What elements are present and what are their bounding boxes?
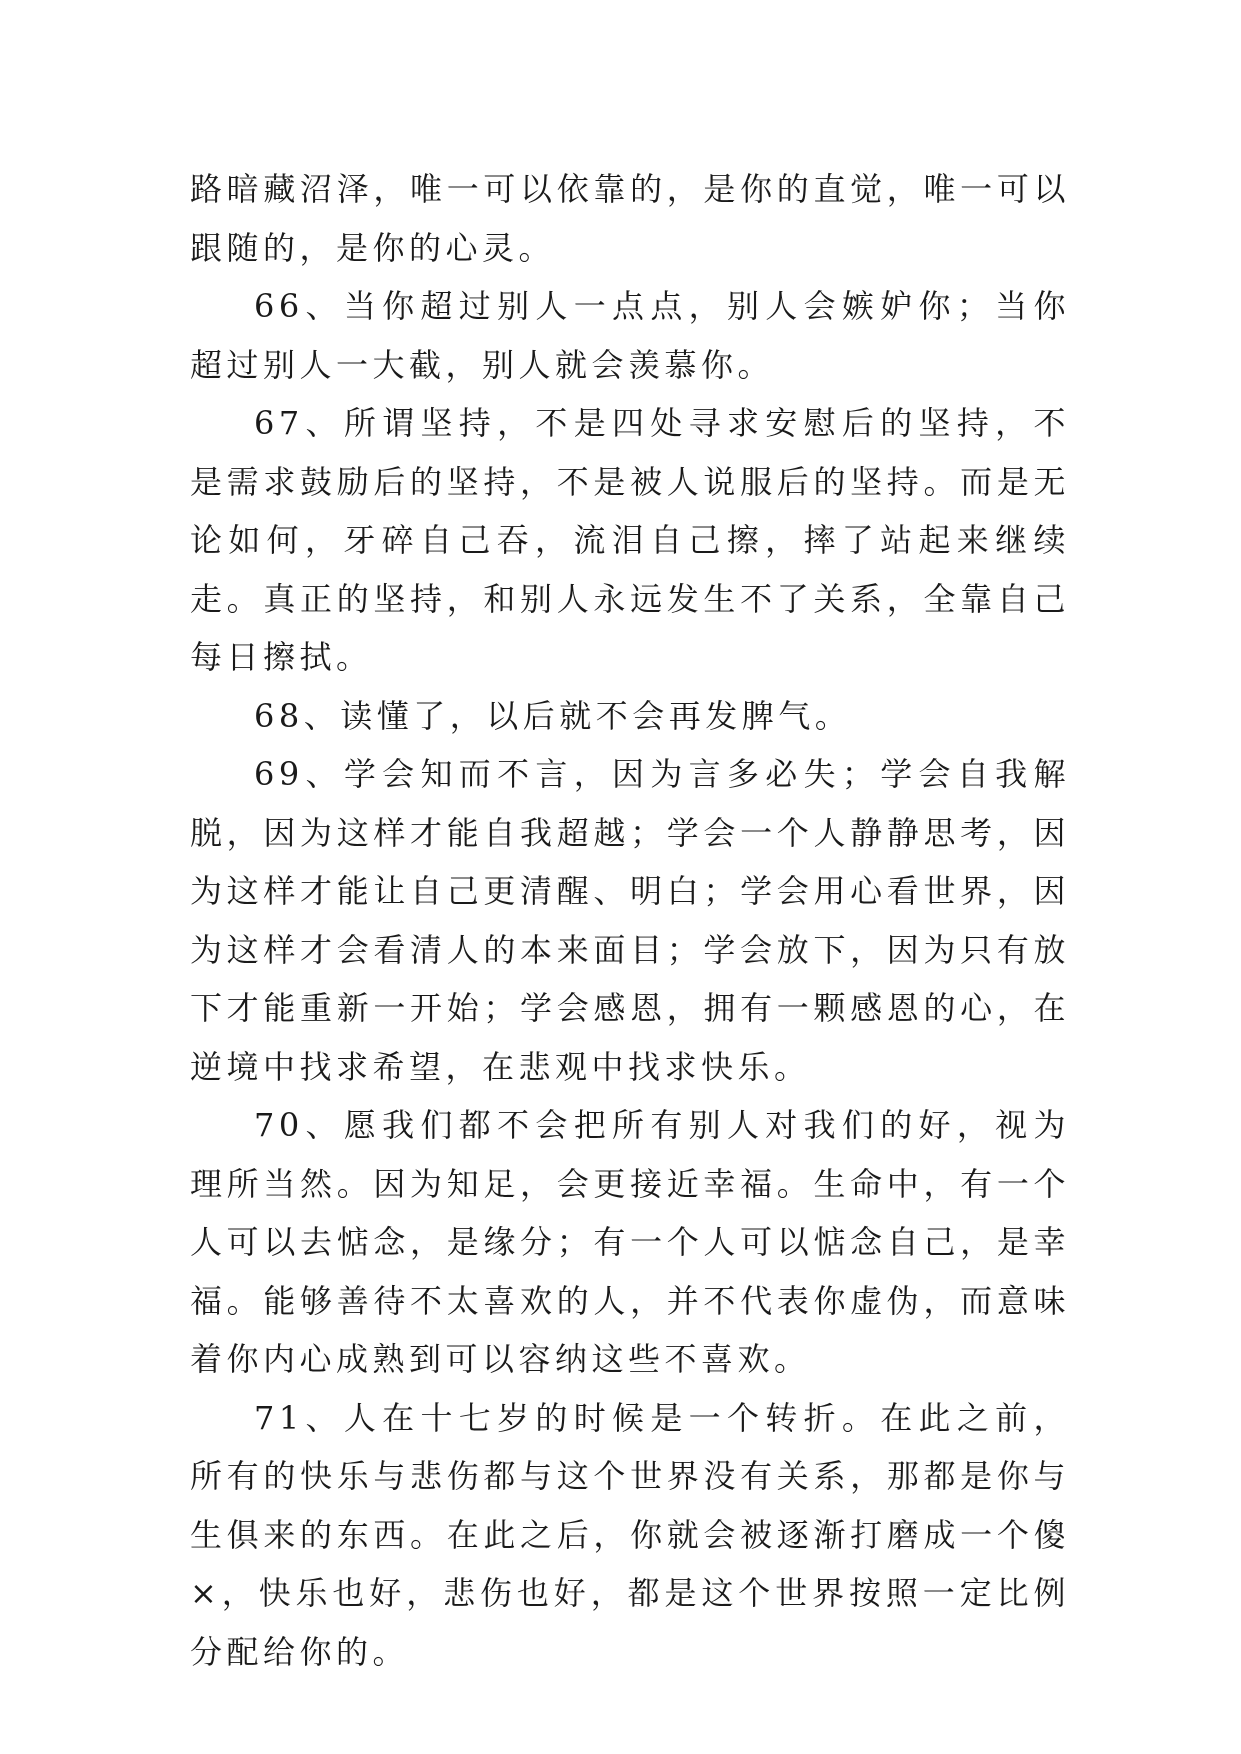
paragraph-item-67: 67、所谓坚持，不是四处寻求安慰后的坚持，不是需求鼓励后的坚持，不是被人说服后的坚持。而是无论如何，牙碎自己吞，流泪自己擦，摔了站起来继续走。真正的坚持，和别人永远发生不了关系，全靠自己每日擦拭。 — [190, 404, 1070, 676]
paragraph-item-71: 71、人在十七岁的时候是一个转折。在此之前，所有的快乐与悲伤都与这个世界没有关系，那都是你与生俱来的东西。在此之后，你就会被逐渐打磨成一个傻×，快乐也好，悲伤也好，都是这个世界按照一定比例分配给你的。 — [190, 1398, 1070, 1671]
paragraph-item-66: 66、当你超过别人一点点，别人会嫉妒你；当你超过别人一大截，别人就会羡慕你。 — [190, 287, 1070, 384]
document-body — [190, 160, 1070, 1681]
paragraph-item-68: 68、读懂了，以后就不会再发脾气。 — [254, 696, 852, 735]
paragraph-item-70: 70、愿我们都不会把所有别人对我们的好，视为理所当然。因为知足，会更接近幸福。生命中，有一个人可以去惦念，是缘分；有一个人可以惦念自己，是幸福。能够善待不太喜欢的人，并不代表你虚伪，而意味着你内心成熟到可以容纳这些不喜欢。 — [190, 1106, 1070, 1378]
paragraph-continuation: 路暗藏沼泽，唯一可以依靠的，是你的直觉，唯一可以跟随的，是你的心灵。 — [190, 170, 1070, 267]
paragraph-item-69: 69、学会知而不言，因为言多必失；学会自我解脱，因为这样才能自我超越；学会一个人静静思考，因为这样才能让自己更清醒、明白；学会用心看世界，因为这样才会看清人的本来面目；学会放下，因为只有放下才能重新一开始；学会感恩，拥有一颗感恩的心，在逆境中找求希望，在悲观中找求快乐。 — [190, 755, 1070, 1086]
